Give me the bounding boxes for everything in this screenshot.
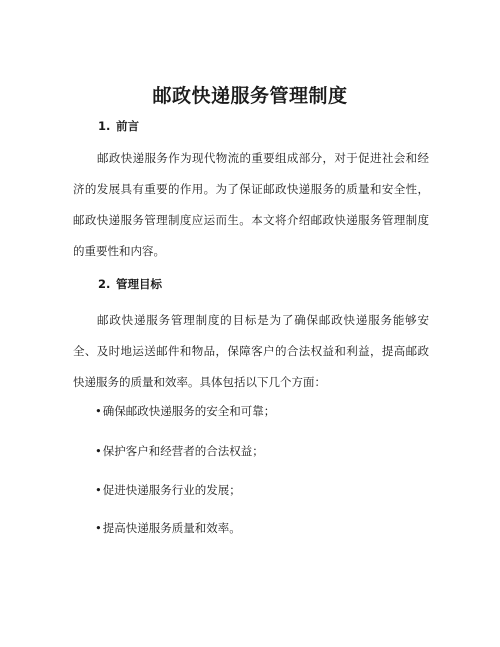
list-item-text: 确保邮政快递服务的安全和可靠； (102, 404, 276, 418)
list-item (95, 482, 241, 498)
document-title: 邮政快递服务管理制度 (152, 85, 348, 107)
goals-paragraph: 邮政快递服务管理制度的目标是为了确保邮政快递服务能够安全、及时地运送邮件和物品，保障客户的合法权益和利益，提高邮政快递服务的质量和效率。具体包括以下几个方面： (73, 313, 429, 389)
list-item (95, 520, 241, 536)
bullet-icon: • (95, 444, 102, 458)
section-number: 1. (98, 119, 111, 133)
bullet-icon: • (95, 521, 102, 535)
list-item-text: 提高快递服务质量和效率。 (102, 521, 241, 535)
list-item (95, 403, 275, 419)
bullet-icon: • (95, 404, 102, 418)
section-number: 2. (98, 277, 111, 291)
section-title: 管理目标 (116, 277, 162, 291)
section-title: 前言 (116, 119, 139, 133)
list-item-text: 保护客户和经营者的合法权益； (102, 444, 264, 458)
section-heading-intro (98, 118, 139, 134)
list-item (95, 443, 264, 459)
section-heading-goals (98, 276, 162, 292)
intro-paragraph: 邮政快递服务作为现代物流的重要组成部分，对于促进社会和经济的发展具有重要的作用。为了保证邮政快递服务的质量和安全性，邮政快递服务管理制度应运而生。本文将介绍邮政快递服务管理制度的重要性和内容。 (73, 151, 429, 258)
list-item-text: 促进快递服务行业的发展； (102, 483, 241, 497)
bullet-icon: • (95, 483, 102, 497)
